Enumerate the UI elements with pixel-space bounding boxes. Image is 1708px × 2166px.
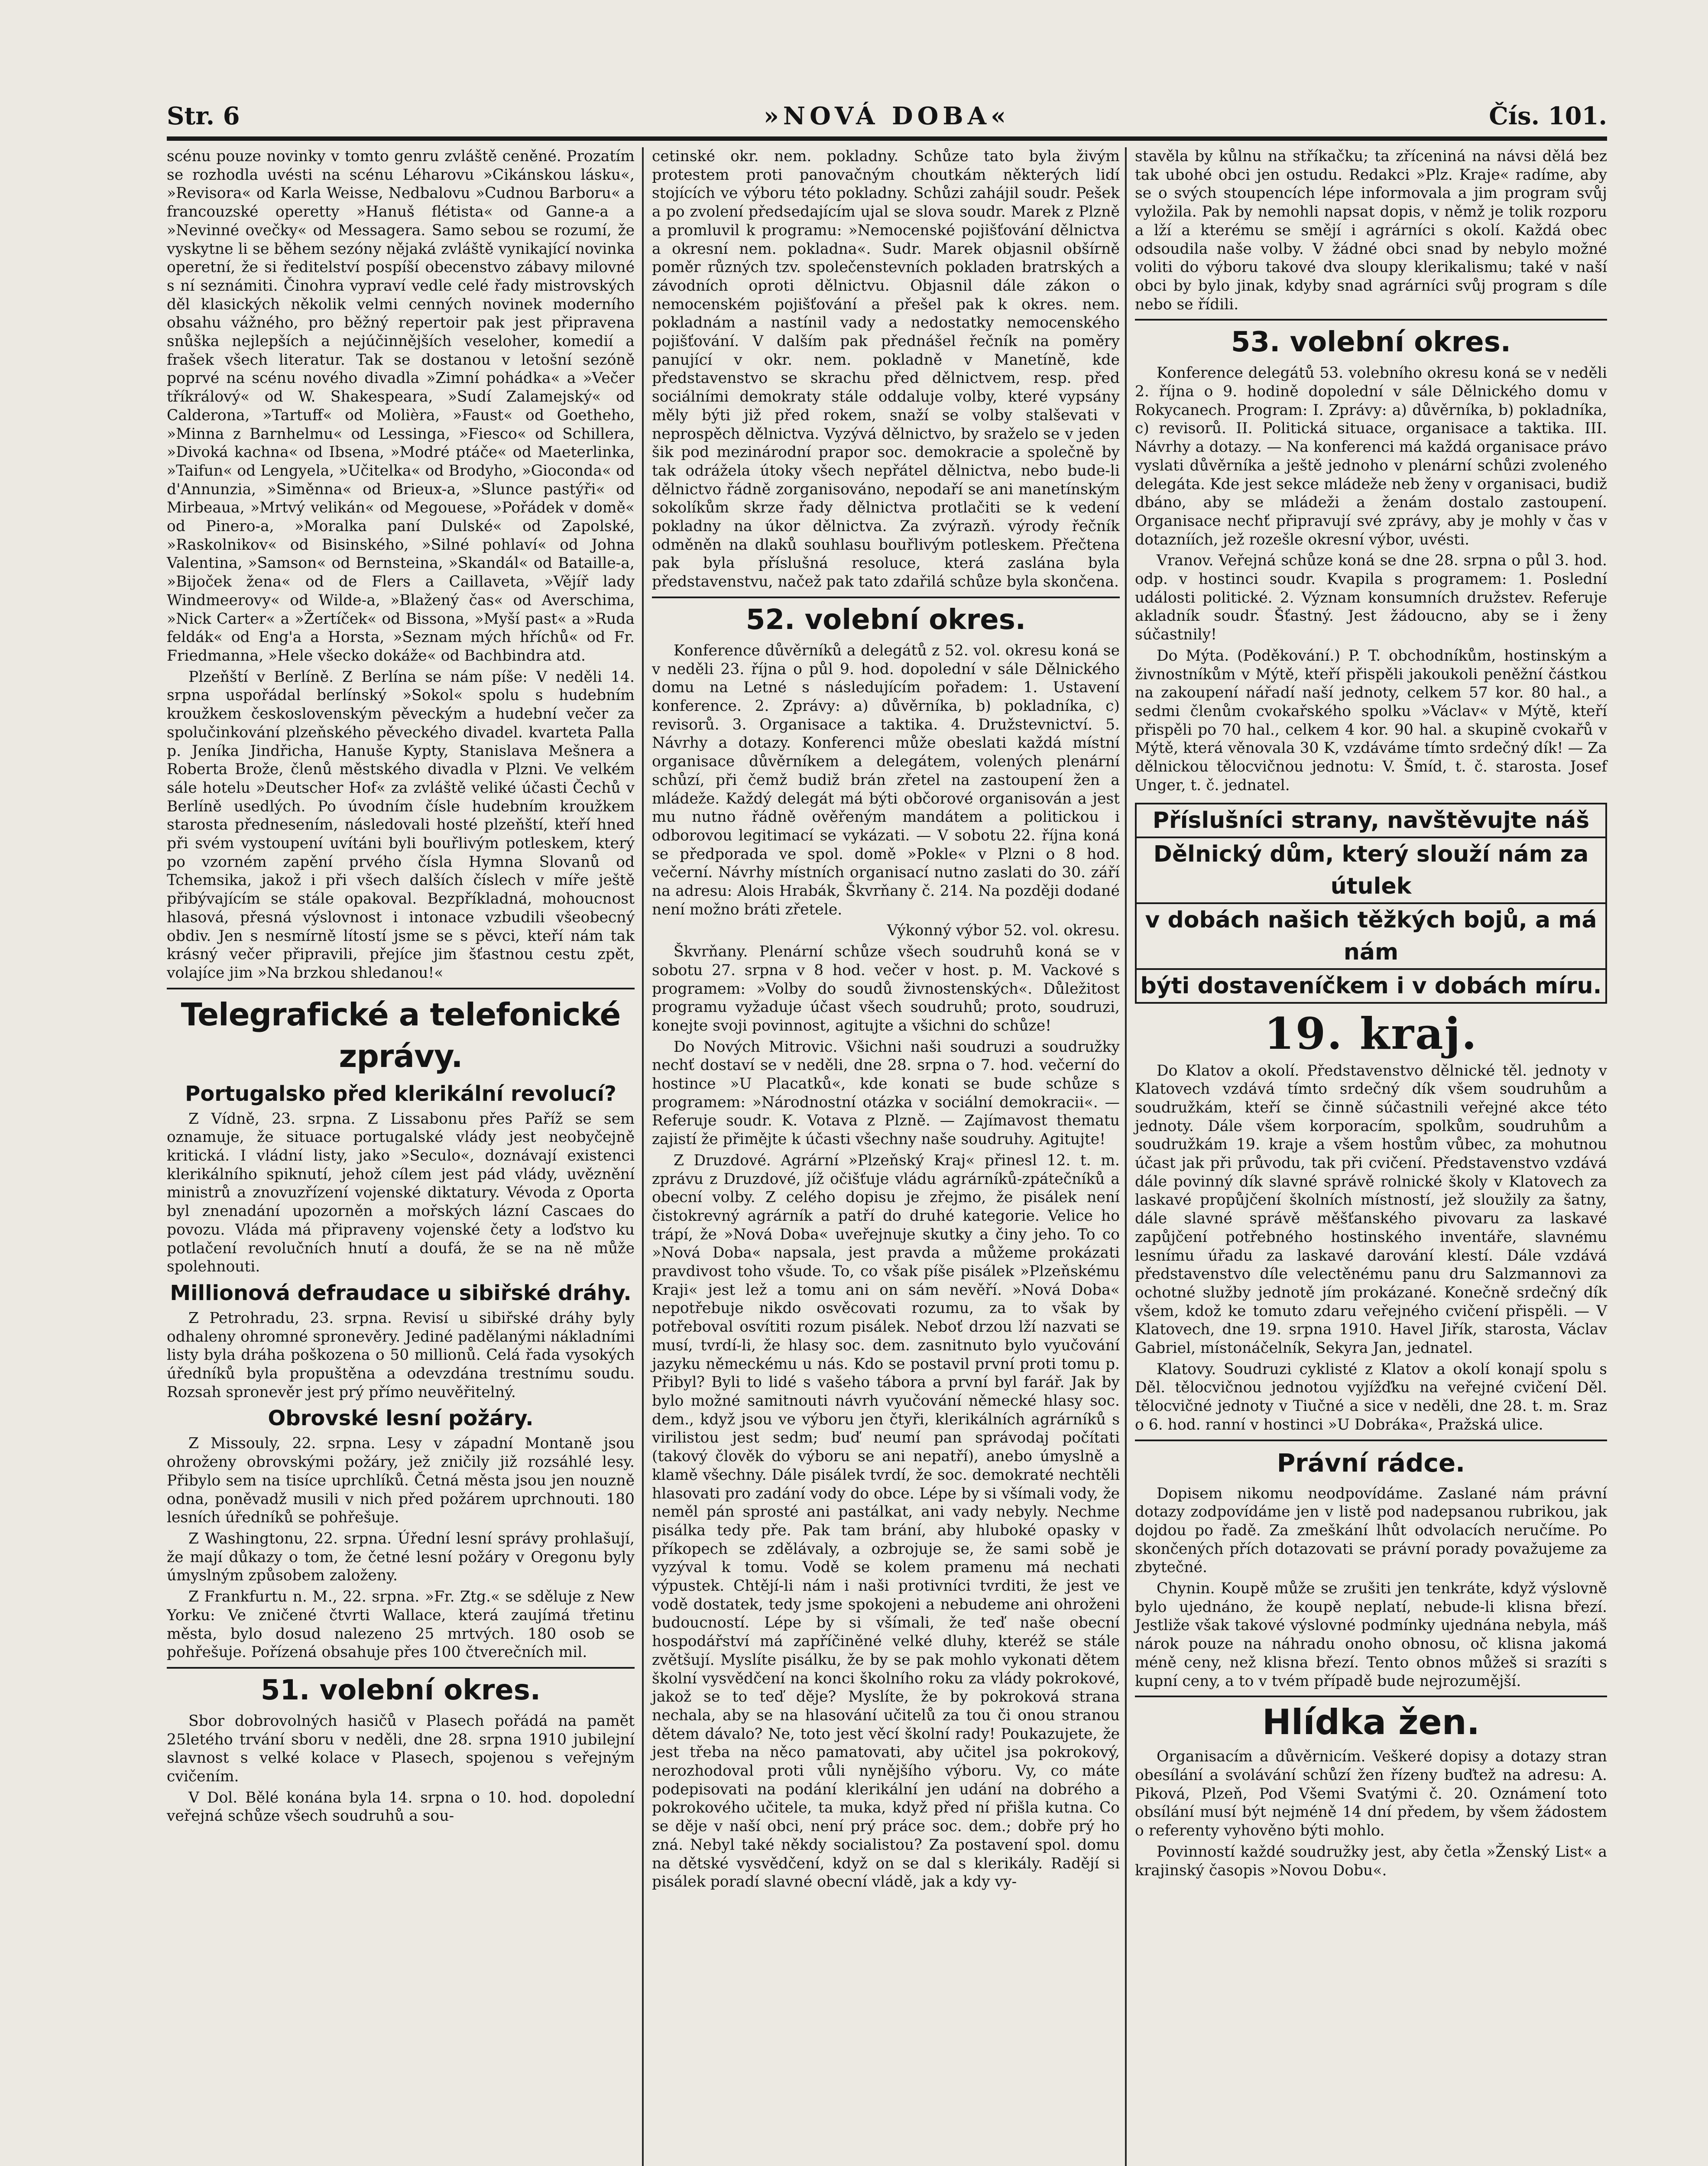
appeal-line: v dobách našich těžkých bojů, a má nám <box>1137 904 1605 970</box>
appeal-line: Dělnický dům, který slouží nám za útulek <box>1137 838 1605 904</box>
druzdova-article: Z Druzdové. Agrární »Plzeňský Kraj« přinesl 12. t. m. zprávu z Druzdové, jíž očišťuje vládu agrárníků-zpátečníků a obecní volby. Z celého dopisu je zřejmo, že pisálek není čistokrevný agrárník a patří do druhé kategorie. Velice ho trápí, že »Nová Doba« uveřejnuje skutky a činy jeho. To co »Nová Doba« napsala, jest pravda a můžeme prokázati pravdivost toho všude. To, co však píše pisálek »Plzeňskému Kraji« jest lež a tomu ani on sám nevěří. »Nová Doba« nepotřebuje nikdo osvěcovati rozumu, za to však by potřeboval osvítiti rozum pisálek. Neboť drzou lží nazvati se musí, tvrdí-li, že hlasy soc. dem. zasnitnuto bylo vyučování jazyku německému u nás. Kdo se postavil první proti tomu p. Přibyl? Byli to lidé s vašeho tábora a první byl farář. Jak by bylo možné samitnouti návrh vyučování německé hlasy soc. dem., když jsou ve výboru jen čtyři, klerikálních agrárníků s virilistou jest sedm; buď neumí pan správodaj počítati (takový člověk do výboru se ani nepatří), anebo úmyslně a klamě všechny. Dále pisálek tvrdí, že soc. demokraté nechtěli hlasovati pro zadání vody do obce. Lépe by si všímali vody, že neměl pán sprosté ani pastálkat, ani vady nebyly. Nechme pisálka tedy pře. Pak tam brání, aby hluboké opasky v příkopech se zdělávaly, a ozbrojuje se, že sami sobě je vyzýval k tomu. Vodě se kolem pramenu má nechati výpustek. Chtějí-li nám i naši protivníci tvrditi, že jest ve vodě dostatek, tedy jsme spokojeni a nebudeme ani ohroženi budoucností. Lépe by si všímali, že teď naše obecní hospodářství má zapříčiněné velké dluhy, kteréž se stále zvětšují. Myslíte pisálku, že by se pak mohlo vykonati dětem školní vysvědčení na konci školního roku za vlády pokrokové, jakož se to teď děje? Myslíte, že by pokroková strana nechala, aby se na hlasování učitelů za tou či onou stranou dětem dávalo? Ne, toto jest věcí školní rady! Poukazujete, že jest třeba na něco pamatovati, aby učitel jsa pokrokový, nerozhodoval proti vůli nynějšího výboru. Vy, co máte podepisovati na podání klerikální jen udání na dobrého a pokrokového učitele, ta muka, když před ní přišla kutna. Co se děje v naší obci, není prý práce soc. dem.; dobře prý ho zná. Nebyl také někdy socialistou? Za postavení spol. domu na dětské vysvědčení, když on se dal s klerikály. Radějí si pisálek poradí slavné obecní vládě, jak a kdy vy- <box>652 1151 1120 1891</box>
skvrnany-notice: Škvrňany. Plenární schůze všech soudruhů koná se v sobotu 27. srpna v 8 hod. večer v host. p. M. Vackové s programem: »Volby do soudů živnostenských«. Důležitost programu vyžaduje účast všech soudruhů; proto, soudruzi, konejte svoji povinnost, agitujte a všichni do schůze! <box>652 943 1120 1034</box>
divider <box>1135 319 1607 321</box>
plzen-in-berlin-article: Plzeňští v Berlíně. Z Berlína se nám píše: V neděli 14. srpna uspořádal berlínský »Sokol« spolu s hudebním kroužkem československým pěveckým a hudební večer za spolučinkování plzeňského pěveckého divadel. kvarteta Palla p. Jeníka Jindřicha, Hanuše Kypty, Stanislava Mešnera a Roberta Brože, členů městského divadla v Plzni. Ve velkém sále hotelu »Deutscher Hof« za zvláště veliké účasti Čechů v Berlíně usedlých. Po úvodním čísle hudebním kroužkem starosta přednesením, následovali hosté plzeňští, kteří hned při svém vystoupení uvítáni byli bouřlivým potleskem, který po vzorném zapění prvého čísla Hymna Slovanů od Tchemsika, jakož i při všech dalších číslech v míře ještě přibývajícím se stále opakoval. Bezpříkladná, mohoucnost hlasová, přesná výslovnost i intonace vzbudili všeobecný obdiv. Jen s nesmírně lítostí jsme se s pěvci, kteří nám tak krásný večer připravili, přejíce jim šťastnou cestu zpět, volajíce jim »Na brzkou shledanou!« <box>167 668 635 982</box>
issue-number: Čís. 101. <box>1489 102 1607 130</box>
headline-forest-fires: Obrovské lesní požáry. <box>268 1406 534 1431</box>
okres-53-conference: Konference delegátů 53. volebního okresu koná se v neděli 2. října o 9. hodině dopolední v sále Dělnického domu v Rokycanech. Program: I. Zprávy: a) důvěrníka, b) pokladníka, c) revisorů. II. Politická situace, organisace a taktika. III. Návrhy a dotazy. — Na konferenci má každá organisace právo vyslati důvěrníka a ještě jednoho v plenární schůzi zvoleného delegáta. Kde jest sekce mládeže neb ženy v organisaci, budiž dbáno, aby se mládeži a ženám dostalo zastoupení. Organisace nechť připravují své zprávy, aby je mohly v čas v dotazníích, jež rozešle okresní výbor, uvésti. <box>1135 364 1607 548</box>
page-header <box>167 84 1607 141</box>
divider <box>1135 1440 1607 1441</box>
legal-advice-intro: Dopisem nikomu neodpovídáme. Zaslané nám právní dotazy zodpovídáme jen v listě pod nadepsanou rubrikou, jak dojdou po řadě. Za zmeškání lhůt odvolacích neručíme. Po skončených přích dotazovati se právní porady považujeme za zbytečné. <box>1135 1485 1607 1576</box>
section-heading-okres-52: 52. volební okres. <box>745 603 1026 636</box>
druzdova-continued: stavěla by kůlnu na stříkačku; ta zříceniná na návsi dělá bez tak ubohé obci jen ostudu. Redakci »Plz. Kraje« radíme, aby se o svých stoupencích lépe informovala a jim program svůj vyložila. Pak by nemohli napsat dopis, v němž je tolik rozporu a lží a kterému se smějí i agrárníci s okolí. Každá obec odsoudila naše volby. V žádné obci snad by nebylo možné voliti do výboru takové dva sloupy klerikalismu; také v naší obci by bylo jinak, kdyby snad agrárníci svůj program s díle nebo se řídili. <box>1135 148 1607 313</box>
news-siberia: Z Petrohradu, 23. srpna. Revisí u sibiřské dráhy byly odhaleny ohromné spronevěry. Jediné padělanými nákladními listy byla dráha poškozena o 50 millionů. Celá řada vysokých úředníků byla propuštěna a odevzdána trestnímu soudu. Rozsah spronevěr jest prý přímo neuvěřitelný. <box>167 1309 635 1401</box>
okres-52-signature: Výkonný výbor 52. vol. okresu. <box>887 922 1120 940</box>
sick-fund-article: cetinské okr. nem. pokladny. Schůze tato byla živým protestem proti panovačným choutkám některých lidí stojících ve výboru této pokladny. Schůzi zahájil soudr. Pešek a po zvolení předsedajícím ujal se slova soudr. Marek z Plzně a promluvil k programu: »Nemocenské pojišťování dělnictva a okresní nem. pokladna«. Sudr. Marek objasnil obšírně poměr různých tzv. společenstevních pokladen bratrských a závodních oproti dělnictvu. Objasnil dále zákon o nemocenském pojišťování a přešel pak k okres. nem. pokladnám a nastínil vady a nedostatky nemocenského pojišťování. V dalším pak přednášel řečník na poměry panující v okr. nem. pokladně v Manetíně, kde představenstvo se skrachu před dělnictvem, resp. před sociálními demokraty stále oddaluje volby, které vypsány měly býti již před rokem, snaží se volby stalševati v neprospěch dělnictva. Vyzývá dělnictvo, by sraželo se v jeden šik pod mezinárodní prapor soc. demokracie a společně by tak odrážela útoky všech nepřátel dělnictva, nebo bude-li dělnictvo řádně zorganisováno, nepodaří se ani manetínským sokolíkům skrze řady dělnictva protlačiti se k vedení pokladny na úkor dělnictva. Za zvýrazň. výrody řečník odměněn na dlaků souhlasu bouřlivým potleskem. Přečtena pak byla příslušná resoluce, která zaslána byla představenstvu, načež pak tato zdařilá schůze byla skončena. <box>652 148 1120 591</box>
news-missoula: Z Missouly, 22. srpna. Lesy v západní Montaně jsou ohroženy obrovskými požáry, jež zničily již rozsáhlé lesy. Přibylo sem na tisíce uprchlíků. Četná města jsou jen nouzně odna, poněvadž musili v nich před požárem uprchnouti. 180 lesních úředníků se pohřešuje. <box>167 1435 635 1527</box>
page-number: Str. 6 <box>167 102 240 130</box>
section-heading-okres-51: 51. volební okres. <box>260 1674 541 1706</box>
column-rule-2 <box>1125 147 1127 2166</box>
women-duty: Povinností každé soudružky jest, aby četla »Ženský List« a krajinský časopis »Novou Dobu«. <box>1135 1843 1607 1879</box>
klatovy-cyclists: Klatovy. Soudruzi cyklisté z Klatov a okolí konají spolu s Děl. tělocvičnou jednotou vyjížďku na veřejné cvičení Děl. tělocvičné jednoty v Tiučné a sice v neděli, dne 28. t. m. Sraz o 6. hod. ranní v hostinci »U Dobráka«, Pražská ulice. <box>1135 1360 1607 1433</box>
nove-mitrovice-notice: Do Nových Mitrovic. Všichni naši soudruzi a soudružky nechť dostaví se v neděli, dne 28. srpna o 7. hod. večerní do hostince »U Placatků«, kde konati se bude schůze s programem: »Národnostní otázka v sociální demokracii«. — Referuje soudr. K. Votava z Plzně. — Zajímavost thematu zajistí že přimějte k účasti všechny naše soudruhy. Agitujte! <box>652 1038 1120 1148</box>
appeal-line: Příslušníci strany, navštěvujte náš <box>1137 804 1605 838</box>
news-frankfurt: Z Frankfurtu n. M., 22. srpna. »Fr. Ztg.« se sděluje z New Yorku: Ve zničené čtvrti Wallace, která zaujímá třetinu města, bylo dosud nalezeno 25 mrtvých. 180 osob se pohřešuje. Pořízená obsahuje přes 100 čtverečních mil. <box>167 1588 635 1661</box>
okres-51-text: Sbor dobrovolných hasičů v Plasech pořádá na pamět 25letého trvání sboru v neděli, dne 28. srpna 1910 jubilejní slavnost s velké kolace v Plasech, spojenou s veřejným cvičením. <box>167 1712 635 1786</box>
column-rule-1 <box>642 147 644 2166</box>
theatre-article: scénu pouze novinky v tomto genru zvláště ceněné. Prozatím se rozhodla uvésti na scénu Léharovu »Cikánskou lásku«, »Revisora« od Karla Weisse, Nedbalovu »Cudnou Barboru« a francouzské operetty »Hanuš flétista« od Ganne-a a »Nevinné ovečky« od Messagera. Samo sebou se rozumí, že vyskytne li se během sezóny nějaká zvláště vynikající novinka operetní, že si ředitelství pospíší obecenstvo zábavy milovné s ní seznámiti. Činohra vypraví vedle celé řady mistrovských děl klasických několik velmi cenných novinek moderního obsahu vážného, pro běžný repertoir pak jest připravena snůška nejlepších a nejúčinnějších veseloher, komedií a frašek všech literatur. Tak se dostanou v letošní sezóně poprvé na scénu nového divadla »Zimní pohádka« a »Večer tříkrálový« od W. Shakespeara, »Sudí Zalamejský« od Calderona, »Tartuff« od Molièra, »Faust« od Goetheho, »Minna z Barnhelmu« od Lessinga, »Fiesco« od Schillera, »Divoká kachna« od Ibsena, »Modré ptáče« od Maeterlinka, »Taifun« od Lengyela, »Učitelka« od Brodyho, »Gioconda« od d'Annunzia, »Siměnna« od Brieux-a, »Slunce pastýři« od Mirbeaua, »Mrtvý velikán« od Megouese, »Pořádek v domě« od Pinero-a, »Moralka paní Dulské« od Zapolské, »Raskolnikov« od Bisinského, »Silné pohlaví« od Johna Valentina, »Samson« od Bernsteina, »Skandál« od Bataille-a, »Bijoček žena« od de Flers a Caillaveta, »Vějíř lady Windmeerovy« od Wilde-a, »Blažený čas« od Averschima, »Nick Carter« a »Žertíček« od Bissona, »Myší past« a »Ruda feldák« od Eng'a a Horsta, »Seznam mých hříchů« od Fr. Friedmanna, »Hele všecko dokáže« od Bachbindra atd. <box>167 148 635 665</box>
legal-advice-chynin: Chynin. Koupě může se zrušiti jen tenkráte, když výslovně bylo ujednáno, že koupě neplatí, nebude-li klisna březí. Jestliže však takové výslovné podmínky ujednána nebyla, máš nárok pouze na náhradu onoho obnosu, oč klisna jakomá méně ceny, než klisna březí. Tento obnos můžeš si srazíti s kupní ceny, a to v tvém případě bude nejrozumější. <box>1135 1580 1607 1690</box>
workers-house-appeal <box>1135 803 1607 1004</box>
women-organisations: Organisacím a důvěrnicím. Veškeré dopisy a dotazy stran obesílání a svolávání schůzí žen řízeny buďtež na adresu: A. Piková, Plzeň, Pod Všemi Svatými č. 20. Oznámení toto obsílání musí být nejméně 14 dní předem, by všem žádostem o referenty vyhověno býti mohlo. <box>1135 1748 1607 1840</box>
news-washington: Z Washingtonu, 22. srpna. Úřední lesní správy prohlašují, že mají důkazy o tom, že četné lesní požáry v Oregonu byly úmyslným způsobem založeny. <box>167 1530 635 1585</box>
vranov-notice: Vranov. Veřejná schůze koná se dne 28. srpna o půl 3. hod. odp. v hostinci soudr. Kvapila s programem: 1. Poslední události politické. 2. Význam konsumních družstev. Referuje akladník soudr. Šťastný. Jest žádoucno, aby se i ženy súčastnily! <box>1135 552 1607 644</box>
section-heading-telegraf: Telegrafické a telefonické zprávy. <box>181 996 621 1074</box>
myto-thanks: Do Mýta. (Poděkování.) P. T. obchodníkům, hostinským a živnostníkům v Mýtě, kteří přispěli jakoukoli peněžní částkou na zakoupení nářadí naší jednoty, celkem 57 kor. 80 hal., a sedmi členům cvokařského spolku »Václav« v Mýtě, kteří přispěli po 70 hal., celkem 4 kor. 90 hal. a skupině cvokařů v Mýtě, která věnovala 30 K, vzdáváme tímto srdečný dík! — Za dělnickou tělocvičnou jednotu: V. Šmíd, t. č. starosta. Josef Unger, t. č. jednatel. <box>1135 647 1607 794</box>
headline-portugal: Portugalsko před klerikální revolucí? <box>185 1081 616 1106</box>
okres-51-text-2: V Dol. Bělé konána byla 14. srpna o 10. hod. dopolední veřejná schůze všech soudruhů a sou- <box>167 1789 635 1825</box>
divider <box>167 1667 635 1669</box>
column-3 <box>1135 147 1607 1882</box>
news-portugal: Z Vídně, 23. srpna. Z Lissabonu přes Paříž se sem oznamuje, že situace portugalské vlády jest neobyčejně kritická. I vládní listy, jako »Seculo«, doznávají existenci klerikálního spiknutí, jehož cílem jest pád vlády, uvěznění ministrů a znovuzřízení vojenské diktatury. Vévoda z Oporta byl znenadání upozorněn a mořských lázní Cascaes do povozu. Vláda má připraveny vojenské čety a loďstvo ku potlačení revolučních hnutí a doufá, že se na ně může spolehnouti. <box>167 1110 635 1276</box>
divider <box>652 597 1120 598</box>
column-2 <box>652 147 1120 1894</box>
klatovy-thanks: Do Klatov a okolí. Představenstvo dělnické těl. jednoty v Klatovech vzdává tímto srdečný dík všem soudruhům a soudružkám, kteří se činně súčastnili veřejné akce této jednoty. Dále všem korporacím, spolkům, soudruhům a soudružkám 19. kraje a všem hostům vůbec, za mohutnou účast jak při průvodu, tak při cvičení. Představenstvo vzdává dále povinný dík slavné správě rolnické školy v Klatovech za laskavé propůjčení školních místností, jež sloužily za šatny, dále slavné správě měšťanského pivovaru za laskavé zapůjčení potřebného hostinského inventáře, slavnému lesnímu úřadu za laskavé darování klestí. Dále vzdává představenstvo díle velectěnému panu dru Salzmannovi za ochotné služby jednotě jím prokázané. Konečně srdečný dík všem, kdož ke tomuto zdaru veřejného cvičení přispěli. — V Klatovech, dne 19. srpna 1910. Havel Jiřík, starosta, Václav Gabriel, místonáčelník, Sekyra Jan, jednatel. <box>1135 1062 1607 1357</box>
section-heading-legal-advice: Právní rádce. <box>1277 1448 1465 1478</box>
divider <box>167 988 635 989</box>
newspaper-name: »NOVÁ DOBA« <box>763 102 1011 130</box>
section-heading-kraj-19: 19. kraj. <box>1264 1008 1478 1059</box>
okres-52-conference: Konference důvěrníků a delegátů z 52. vol. okresu koná se v neděli 23. října o půl 9. hod. dopolední v sále Dělnického domu na Letné s následujícím pořadem: 1. Ustavení konference. 2. Zprávy: a) důvěrníka, b) pokladníka, c) revisorů. 3. Organisace a taktika. 4. Družstevnictví. 5. Návrhy a dotazy. Konferenci může obeslati každá místní organisace důvěrníkem a delegátem, volených plenární schůzí, při čemž budiž brán zřetel na zastoupení žen a mládeže. Každý delegát má býti občorové organisován a jest mu nutno řádně ověřeným mandátem a politickou i odborovou legitimací se vykázati. — V sobotu 22. října koná se předporada ve spol. domě »Pokle« v Plzni o 8 hod. večerní. Návrhy místních organisací nutno zaslati do 30. září na adresu: Alois Hrabák, Škvrňany č. 214. Na později dodané není možno bráti zřetele. <box>652 642 1120 918</box>
section-heading-women: Hlídka žen. <box>1262 1702 1480 1743</box>
appeal-line: býti dostaveníčkem i v dobách míru. <box>1140 973 1602 999</box>
column-1 <box>167 147 635 1828</box>
divider <box>1135 1696 1607 1697</box>
headline-siberia: Millionová defraudace u sibiřské dráhy. <box>170 1281 632 1305</box>
section-heading-okres-53: 53. volební okres. <box>1231 326 1511 359</box>
